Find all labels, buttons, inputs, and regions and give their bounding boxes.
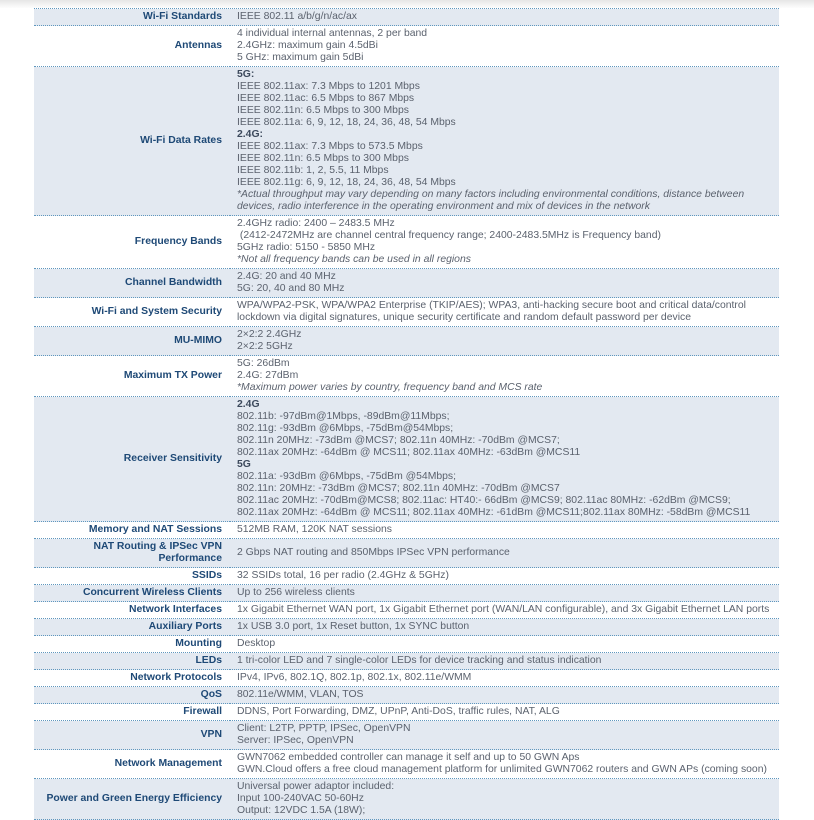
spec-value-line: 2.4GHz radio: 2400 – 2483.5 MHz [237, 218, 395, 229]
spec-row [34, 216, 779, 269]
spec-value-line: 802.11n 20MHz: -73dBm @MCS7; 802.11n 40MHz: -70dBm @MCS7; [237, 435, 560, 446]
spec-value-line: Input 100-240VAC 50-60Hz [237, 793, 364, 804]
spec-label: Concurrent Wireless Clients [34, 585, 230, 602]
spec-value-line: IEEE 802.11g: 6, 9, 12, 18, 24, 36, 48, 54 Mbps [237, 177, 456, 188]
spec-label: Receiver Sensitivity [34, 397, 230, 522]
spec-value-line: IEEE 802.11 a/b/g/n/ac/ax [237, 11, 357, 22]
spec-value-line: 802.11g: -93dBm @6Mbps, -75dBm@54Mbps; [237, 423, 454, 434]
spec-row [34, 704, 779, 721]
spec-value-line: 802.11ax 20MHz: -64dBm @ MCS11; 802.11ax 40MHz: -63dBm @MCS11 [237, 447, 581, 458]
spec-label: Network Interfaces [34, 602, 230, 619]
spec-row [34, 585, 779, 602]
spec-value-line: GWN7062 embedded controller can manage it self and up to 50 GWN Aps [237, 752, 580, 763]
spec-table [34, 8, 779, 820]
spec-value-line: 1x Gigabit Ethernet WAN port, 1x Gigabit Ethernet port (WAN/LAN configurable), and 3x Gigabit Ethernet LAN ports [237, 604, 770, 615]
spec-value-line: IEEE 802.11ax: 7.3 Mbps to 573.5 Mbps [237, 141, 423, 152]
spec-row [34, 269, 779, 298]
spec-value [230, 298, 779, 327]
spec-value-line: Client: L2TP, PPTP, IPSec, OpenVPN [237, 723, 411, 734]
spec-value-line: 5G: 20, 40 and 80 MHz [237, 283, 345, 294]
spec-value [230, 539, 779, 568]
spec-value-line: 802.11e/WMM, VLAN, TOS [237, 689, 364, 700]
spec-row [34, 9, 779, 26]
spec-value-line: 802.11ax 20MHz: -64dBm @ MCS11; 802.11ax 40MHz: -61dBm @MCS11;802.11ax 80MHz: -58dBm @MCS11 [237, 507, 751, 518]
spec-value [230, 9, 779, 26]
spec-value [230, 687, 779, 704]
spec-row [34, 636, 779, 653]
spec-label: Channel Bandwidth [34, 269, 230, 298]
spec-label: Auxiliary Ports [34, 619, 230, 636]
spec-value-line: 802.11a: -93dBm @6Mbps, -75dBm @54Mbps; [237, 471, 457, 482]
spec-value-line: IEEE 802.11b: 1, 2, 5.5, 11 Mbps [237, 165, 389, 176]
spec-label: Maximum TX Power [34, 356, 230, 397]
spec-row [34, 619, 779, 636]
spec-value [230, 327, 779, 356]
spec-value-line: 2.4G [237, 399, 260, 410]
spec-value [230, 269, 779, 298]
spec-value-line: 2×2:2 5GHz [237, 341, 293, 352]
spec-value-line: IEEE 802.11a: 6, 9, 12, 18, 24, 36, 48, 54 Mbps [237, 117, 456, 128]
spec-value [230, 356, 779, 397]
spec-value-line: 1 tri-color LED and 7 single-color LEDs for device tracking and status indication [237, 655, 602, 666]
spec-value-line: 4 individual internal antennas, 2 per band [237, 28, 428, 39]
spec-value-line: IEEE 802.11n: 6.5 Mbps to 300 Mbps [237, 105, 409, 116]
spec-value-line: 512MB RAM, 120K NAT sessions [237, 524, 392, 535]
spec-value-line: 5G [237, 459, 251, 470]
spec-value-line: *Actual throughput may vary depending on many factors including environmental conditions, distance between devices, radio interference in the operating environment and mix of devices in the network [237, 189, 748, 212]
spec-value [230, 216, 779, 269]
spec-value-line: 2×2:2 2.4GHz [237, 329, 302, 340]
spec-label: Power and Green Energy Efficiency [34, 779, 230, 820]
spec-value [230, 670, 779, 687]
spec-value-line: 802.11b: -97dBm@1Mbps, -89dBm@11Mbps; [237, 411, 450, 422]
spec-value [230, 67, 779, 216]
spec-row [34, 568, 779, 585]
spec-row [34, 779, 779, 820]
spec-value-line: Server: IPSec, OpenVPN [237, 735, 354, 746]
spec-row [34, 721, 779, 750]
spec-value-line: (2412-2472MHz are channel central frequency range; 2400-2483.5MHz is Frequency band) [237, 230, 661, 241]
spec-label: Mounting [34, 636, 230, 653]
spec-value-line: Desktop [237, 638, 276, 649]
spec-row [34, 327, 779, 356]
spec-value-line: 2.4G: 20 and 40 MHz [237, 271, 336, 282]
spec-value-line: Up to 256 wireless clients [237, 587, 355, 598]
spec-value-line: Output: 12VDC 1.5A (18W); [237, 805, 366, 816]
spec-value-line: 2.4G: 27dBm [237, 370, 299, 381]
spec-value-line: WPA/WPA2-PSK, WPA/WPA2 Enterprise (TKIP/AES); WPA3, anti-hacking secure boot and critical data/control lockdown via digital signatures, unique security certificate and random default password per device [237, 300, 749, 323]
spec-value-line: 802.11n: 20MHz: -73dBm @MCS7; 802.11n 40MHz: -70dBm @MCS7 [237, 483, 560, 494]
spec-value-line: 5 GHz: maximum gain 5dBi [237, 52, 364, 63]
spec-row [34, 298, 779, 327]
spec-label: SSIDs [34, 568, 230, 585]
spec-value-line: Universal power adaptor included: [237, 781, 395, 792]
spec-value [230, 721, 779, 750]
spec-label: Antennas [34, 26, 230, 67]
spec-value-line: 1x USB 3.0 port, 1x Reset button, 1x SYNC button [237, 621, 470, 632]
spec-value-line: 32 SSIDs total, 16 per radio (2.4GHz & 5GHz) [237, 570, 449, 581]
spec-label: Memory and NAT Sessions [34, 522, 230, 539]
spec-label: Network Protocols [34, 670, 230, 687]
spec-label: MU-MIMO [34, 327, 230, 356]
spec-label: NAT Routing & IPSec VPN Performance [34, 539, 230, 568]
spec-label: Wi-Fi and System Security [34, 298, 230, 327]
spec-value [230, 779, 779, 820]
spec-value-line: 5GHz radio: 5150 - 5850 MHz [237, 242, 376, 253]
spec-value [230, 704, 779, 721]
spec-value-line: DDNS, Port Forwarding, DMZ, UPnP, Anti-DoS, traffic rules, NAT, ALG [237, 706, 560, 717]
spec-value-line: IEEE 802.11n: 6.5 Mbps to 300 Mbps [237, 153, 409, 164]
spec-row [34, 653, 779, 670]
spec-row [34, 750, 779, 779]
spec-label: Wi-Fi Standards [34, 9, 230, 26]
spec-value [230, 397, 779, 522]
spec-label: Frequency Bands [34, 216, 230, 269]
spec-row [34, 522, 779, 539]
spec-value-line: *Maximum power varies by country, frequency band and MCS rate [237, 382, 543, 393]
spec-value-line: 2 Gbps NAT routing and 850Mbps IPSec VPN performance [237, 547, 510, 558]
spec-value [230, 619, 779, 636]
spec-value-line: 802.11ac 20MHz: -70dBm@MCS8; 802.11ac: HT40:- 66dBm @MCS9; 802.11ac 80MHz: -62dBm @MCS9; [237, 495, 731, 506]
spec-value [230, 750, 779, 779]
spec-label: Network Management [34, 750, 230, 779]
spec-label: Firewall [34, 704, 230, 721]
spec-value [230, 568, 779, 585]
spec-value [230, 602, 779, 619]
spec-value [230, 522, 779, 539]
spec-label: LEDs [34, 653, 230, 670]
spec-value [230, 653, 779, 670]
spec-row [34, 670, 779, 687]
spec-label: VPN [34, 721, 230, 750]
spec-row [34, 26, 779, 67]
spec-value-line: *Not all frequency bands can be used in all regions [237, 254, 471, 265]
spec-value-line: GWN.Cloud offers a free cloud management platform for unlimited GWN7062 routers and GWN APs (coming soon) [237, 764, 767, 775]
spec-row [34, 356, 779, 397]
spec-value [230, 26, 779, 67]
spec-value [230, 636, 779, 653]
spec-value-line: IEEE 802.11ac: 6.5 Mbps to 867 Mbps [237, 93, 415, 104]
spec-label: Wi-Fi Data Rates [34, 67, 230, 216]
spec-value-line: 5G: [237, 69, 255, 80]
spec-value [230, 585, 779, 602]
top-shadow [0, 0, 814, 8]
spec-label: QoS [34, 687, 230, 704]
spec-row [34, 67, 779, 216]
spec-value-line: 2.4G: [237, 129, 263, 140]
spec-value-line: IPv4, IPv6, 802.1Q, 802.1p, 802.1x, 802.11e/WMM [237, 672, 472, 683]
spec-value-line: 5G: 26dBm [237, 358, 290, 369]
spec-value-line: 2.4GHz: maximum gain 4.5dBi [237, 40, 378, 51]
spec-row [34, 602, 779, 619]
spec-row [34, 397, 779, 522]
spec-value-line: IEEE 802.11ax: 7.3 Mbps to 1201 Mbps [237, 81, 420, 92]
spec-row [34, 539, 779, 568]
spec-row [34, 687, 779, 704]
